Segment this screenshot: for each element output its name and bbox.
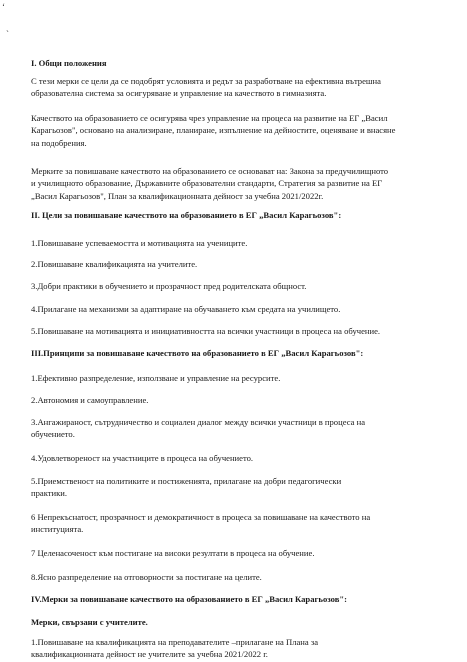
text-line: 7 Целенасоченост към постигане на високи резултати в процеса на обучение. <box>31 548 315 558</box>
text-line: 5.Приемственост на политиките и постиженията, прилагане на добри педагогически <box>31 476 342 486</box>
text-line: 2.Автономия и самоуправление. <box>31 395 149 405</box>
text-line: 3.Добри практики в обучението и прозрачност пред родителската общност. <box>31 281 307 291</box>
text-line: IV.Мерки за повишаване качеството на образованието в ЕГ „Васил Карагьозов": <box>31 594 348 604</box>
text-line: 1.Повишаване успеваемостта и мотивацията на учениците. <box>31 238 248 248</box>
paragraph-r1 <box>31 372 442 384</box>
text-line: 6 Непрекъснатост, прозрачност и демократичност в процеса за повишаване на качеството на <box>31 512 371 522</box>
text-line: на подобрения. <box>31 137 87 148</box>
paragraph-g3 <box>31 280 442 292</box>
paragraph-g2 <box>31 258 442 270</box>
scan-mark: ʻ <box>2 2 5 12</box>
text-line: Мерките за повишаване качеството на образованието се основават на: Закона за предучилищното <box>31 166 389 176</box>
text-line: 3.Ангажираност, сътрудничество и социален диалог между всички участници в процеса на <box>31 417 366 427</box>
paragraph-r6 <box>31 511 442 536</box>
text-line: 2.Повишаване квалификацията на учителите. <box>31 259 198 269</box>
section-heading-s4a <box>31 616 442 628</box>
section-heading-s1 <box>31 57 442 69</box>
text-line: 5.Повишаване на мотивацията и инициативността на всички участници в процеса на обучение. <box>31 326 381 336</box>
text-line: 8.Ясно разпределение на отговорности за постигане на целите. <box>31 572 262 582</box>
paragraph-p1 <box>31 75 442 100</box>
paragraph-r5 <box>31 475 442 500</box>
paragraph-g5 <box>31 325 442 337</box>
text-line: и училищното образование, Държавните образователни стандарти, Стратегия за развитие на ЕГ <box>31 178 383 189</box>
text-line: 1.Ефективно разпределение, използване и управление на ресурсите. <box>31 373 281 383</box>
paragraph-r8 <box>31 571 442 583</box>
text-line: Качеството на образованието се осигурява чрез управление на процеса на развитие на ЕГ „Васил <box>31 113 388 123</box>
text-line: квалификационната дейност не учителите за учебна 2021/2022 г. <box>31 649 268 660</box>
text-line: 4.Прилагане на механизми за адаптиране на обучаването към средата на училището. <box>31 304 341 314</box>
paragraph-m1 <box>31 636 442 661</box>
paragraph-p3 <box>31 165 442 202</box>
paragraph-r2 <box>31 394 442 406</box>
text-line: II. Цели за повишаване качеството на образованието в ЕГ „Васил Карагьозов": <box>31 210 342 220</box>
text-line: С тези мерки се цели да се подобрят условията и редът за разработване на ефективна вътрешна <box>31 76 381 86</box>
text-line: I. Общи положения <box>31 58 107 68</box>
section-heading-s3 <box>31 347 442 359</box>
section-heading-s4 <box>31 593 442 605</box>
paragraph-g1 <box>31 237 442 249</box>
paragraph-r4 <box>31 452 442 464</box>
paragraph-p2 <box>31 112 442 149</box>
text-line: III.Принципи за повишаване качеството на образованието в ЕГ „Васил Карагьозов": <box>31 348 364 358</box>
paragraph-r7 <box>31 547 442 559</box>
text-line: 4.Удовлетвореност на участниците в процеса на обучението. <box>31 453 254 463</box>
scan-mark: ˏ <box>6 22 9 32</box>
text-line: институцията. <box>31 524 84 535</box>
text-line: обучението. <box>31 429 75 440</box>
paragraph-r3 <box>31 416 442 441</box>
text-line: образователна система за осигуряване и управление на качеството в гимназията. <box>31 88 327 99</box>
text-line: Карагьозов", основано на анализиране, планиране, изпълнение на дейностите, оценяване и внасяне <box>31 125 396 136</box>
text-line: Мерки, свързани с учителите. <box>31 617 148 627</box>
section-heading-s2 <box>31 209 442 221</box>
text-line: „Васил Карагьозов", План за квалификационната дейност за учебна 2021/2022г. <box>31 190 324 201</box>
text-line: практики. <box>31 488 68 499</box>
text-line: 1.Повишаване на квалификацията на преподавателите –прилагане на Плана за <box>31 637 319 647</box>
paragraph-g4 <box>31 303 442 315</box>
